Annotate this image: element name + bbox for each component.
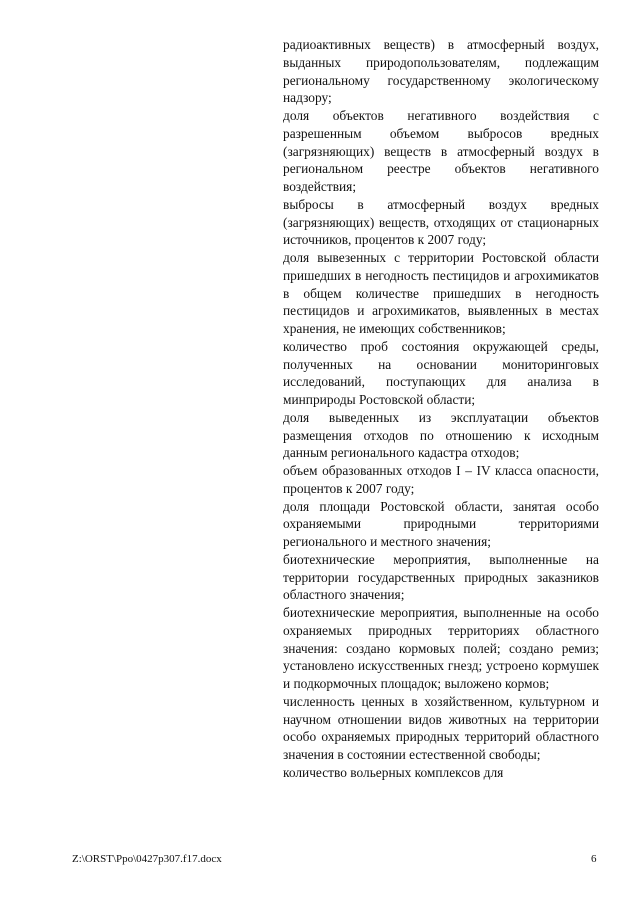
paragraph-10: биотехнические мероприятия, выполненные на особо охраняемых природных территориях областного значения: создано кормовых полей; создано ремиз; установлено искусственных гнезд; устроено кормушек и подкормочных площадок; выложено кормов; [283, 605, 599, 691]
paragraph-4: доля вывезенных с территории Ростовской области пришедших в негодность пестицидов и агрохимикатов в общем количестве пришедших в негодность пестицидов и агрохимикатов, выявленных в местах хранения, не имеющих собственников; [283, 250, 599, 336]
document-body [283, 36, 599, 782]
footer-file-path: Z:\ORST\Ppo\0427p307.f17.docx [72, 853, 222, 865]
paragraph-2: доля объектов негативного воздействия с разрешенным объемом выбросов вредных (загрязняющих) веществ в атмосферный воздух в региональном реестре объектов негативного воздействия; [283, 108, 599, 194]
paragraph-7: объем образованных отходов I – IV класса опасности, процентов к 2007 году; [283, 463, 599, 496]
paragraph-12: количество вольерных комплексов для [283, 764, 504, 780]
page-number: 6 [591, 853, 597, 865]
paragraph-3: выбросы в атмосферный воздух вредных (загрязняющих) веществ, отходящих от стационарных источников, процентов к 2007 году; [283, 196, 599, 248]
paragraph-6: доля выведенных из эксплуатации объектов размещения отходов по отношению к исходным данным регионального кадастра отходов; [283, 409, 599, 461]
paragraph-1: радиоактивных веществ) в атмосферный воздух, выданных природопользователям, подлежащим региональному государственному экологическому надзору; [283, 37, 599, 106]
paragraph-9: биотехнические мероприятия, выполненные на территории государственных природных заказников областного значения; [283, 551, 599, 603]
paragraph-11: численность ценных в хозяйственном, культурном и научном отношении видов животных на территории особо охраняемых природных территорий областного значения в состоянии естественной свободы; [283, 693, 599, 762]
paragraph-8: доля площади Ростовской области, занятая особо охраняемыми природными территориями регионального и местного значения; [283, 498, 599, 549]
paragraph-5: количество проб состояния окружающей среды, полученных на основании мониторинговых исследований, поступающих для анализа в минприроды Ростовской области; [283, 338, 599, 407]
